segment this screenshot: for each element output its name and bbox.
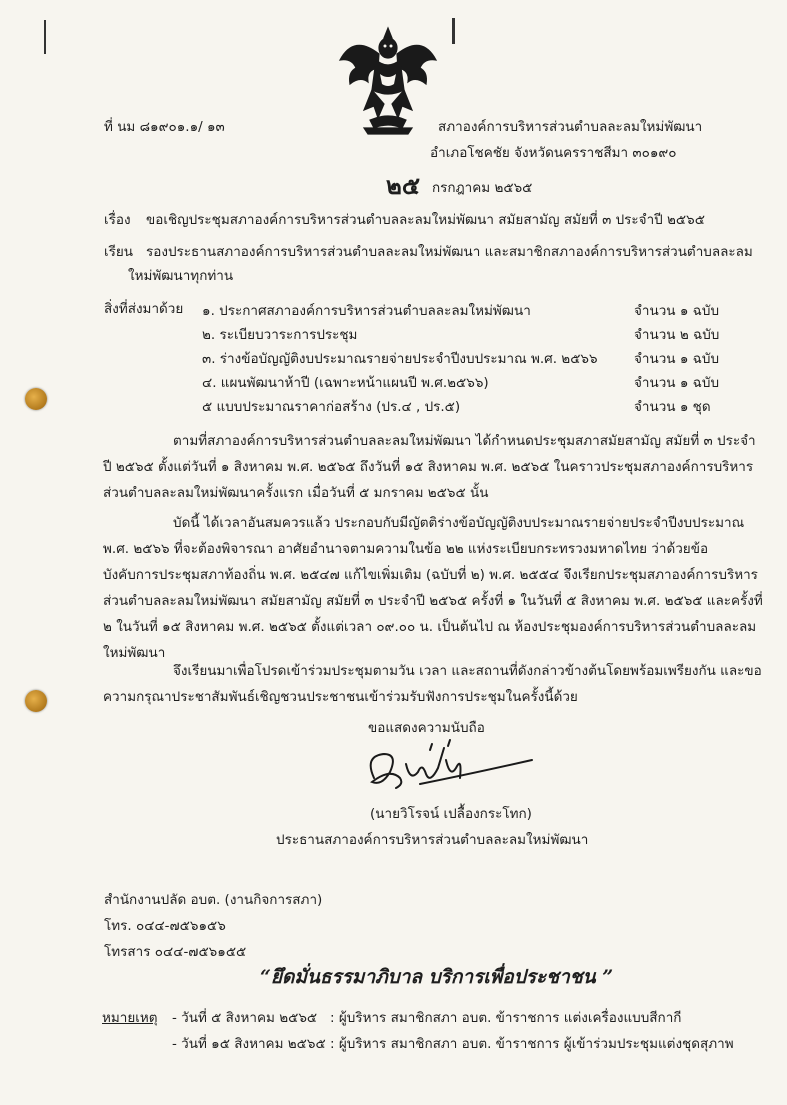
attachment-item: ๓. ร่างข้อบัญญัติงบประมาณรายจ่ายประจำปีงบประมาณ พ.ศ. ๒๕๖๖ bbox=[202, 351, 598, 367]
recipient-label: เรียน bbox=[104, 244, 134, 260]
remark-date: - วันที่ ๕ สิงหาคม ๒๕๖๕ bbox=[172, 1010, 318, 1026]
garuda-emblem bbox=[334, 24, 442, 136]
body-paragraph-3: จึงเรียนมาเพื่อโปรดเข้าร่วมประชุมตามวัน เวลา และสถานที่ดังกล่าวข้างต้นโดยพร้อมเพรียงกัน และขอความกรุณาประชาสัมพันธ์เชิญชวนประชาชนเข้าร่วมรับฟังการประชุมในครั้งนี้ด้วย bbox=[103, 663, 762, 705]
binder-hole bbox=[25, 690, 47, 712]
document-number: ที่ นม ๘๑๙๐๑.๑/ ๑๓ bbox=[104, 119, 225, 135]
organization-address: อำเภอโชคชัย จังหวัดนครราชสีมา ๓๐๑๙๐ bbox=[430, 145, 677, 161]
attachment-item: ๑. ประกาศสภาองค์การบริหารส่วนตำบลละลมใหม่พัฒนา bbox=[202, 303, 531, 319]
signer-title: ประธานสภาองค์การบริหารส่วนตำบลละลมใหม่พัฒนา bbox=[276, 832, 589, 848]
attachments-label: สิ่งที่ส่งมาด้วย bbox=[104, 301, 184, 317]
organization-name: สภาองค์การบริหารส่วนตำบลละลมใหม่พัฒนา bbox=[438, 119, 703, 135]
closing-text: ขอแสดงความนับถือ bbox=[368, 720, 485, 736]
recipient-line2: ใหม่พัฒนาทุกท่าน bbox=[128, 268, 234, 284]
subject-label: เรื่อง bbox=[104, 212, 131, 228]
date-month-year: กรกฎาคม ๒๕๖๕ bbox=[432, 180, 533, 196]
margin-mark bbox=[44, 20, 46, 54]
date-day-handwritten: ๒๕ bbox=[386, 171, 420, 200]
attachment-item: ๕ แบบประมาณราคาก่อสร้าง (ปร.๔ , ปร.๕) bbox=[202, 399, 461, 415]
attachment-qty: จำนวน ๑ ฉบับ bbox=[634, 375, 720, 391]
attachment-qty: จำนวน ๑ ฉบับ bbox=[634, 351, 720, 367]
recipient-line1: รองประธานสภาองค์การบริหารส่วนตำบลละลมใหม่พัฒนา และสมาชิกสภาองค์การบริหารส่วนตำบลละลม bbox=[146, 244, 753, 260]
body-paragraph-1: ตามที่สภาองค์การบริหารส่วนตำบลละลมใหม่พัฒนา ได้กำหนดประชุมสภาสมัยสามัญ สมัยที่ ๓ ประจำปี ๒๕๖๕ ตั้งแต่วันที่ ๑ สิงหาคม พ.ศ. ๒๕๖๕ ถึงวันที่ ๑๕ สิงหาคม พ.ศ. ๒๕๖๕ ในคราวประชุมสภาองค์การบริหารส่วนตำบลละลมใหม่พัฒนาครั้งแรก เมื่อวันที่ ๕ มกราคม ๒๕๖๕ นั้น bbox=[103, 433, 756, 501]
signature-image bbox=[360, 738, 540, 796]
attachment-qty: จำนวน ๑ ชุด bbox=[634, 399, 711, 415]
remark-label: หมายเหตุ bbox=[102, 1010, 158, 1026]
attachment-qty: จำนวน ๒ ฉบับ bbox=[634, 327, 720, 343]
motto: “ยึดมั่นธรรมาภิบาล บริการเพื่อประชาชน ” bbox=[260, 966, 614, 988]
attachment-item: ๒. ระเบียบวาระการประชุม bbox=[202, 327, 358, 343]
remark-date: - วันที่ ๑๕ สิงหาคม ๒๕๖๕ bbox=[172, 1036, 326, 1052]
contact-phone: โทร. ๐๔๔-๗๕๖๑๕๖ bbox=[104, 918, 226, 934]
attachment-qty: จำนวน ๑ ฉบับ bbox=[634, 303, 720, 319]
signer-name: (นายวิโรจน์ เปลื้องกระโทก) bbox=[370, 806, 532, 822]
remark-text: : ผู้บริหาร สมาชิกสภา อบต. ข้าราชการ แต่งเครื่องแบบสีกากี bbox=[330, 1010, 682, 1026]
binder-hole bbox=[25, 388, 47, 410]
attachment-item: ๔. แผนพัฒนาห้าปี (เฉพาะหน้าแผนปี พ.ศ.๒๕๖๖) bbox=[202, 375, 489, 391]
margin-mark bbox=[452, 18, 455, 44]
contact-fax: โทรสาร ๐๔๔-๗๕๖๑๕๕ bbox=[104, 944, 247, 960]
remark-text: : ผู้บริหาร สมาชิกสภา อบต. ข้าราชการ ผู้เข้าร่วมประชุมแต่งชุดสุภาพ bbox=[330, 1036, 734, 1052]
body-paragraph-2: บัดนี้ ได้เวลาอันสมควรแล้ว ประกอบกับมีญัตติร่างข้อบัญญัติงบประมาณรายจ่ายประจำปีงบประมาณ พ.ศ. ๒๕๖๖ ที่จะต้องพิจารณา อาศัยอำนาจตามความในข้อ ๒๒ แห่งระเบียบกระทรวงมหาดไทย ว่าด้วยข้อบังคับการประชุมสภาท้องถิ่น พ.ศ. ๒๕๔๗ แก้ไขเพิ่มเติม (ฉบับที่ ๒) พ.ศ. ๒๕๕๔ จึงเรียกประชุมสภาองค์การบริหารส่วนตำบลละลมใหม่พัฒนา สมัยสามัญ สมัยที่ ๓ ประจำปี ๒๕๖๕ ครั้งที่ ๑ ในวันที่ ๕ สิงหาคม พ.ศ. ๒๕๖๕ และครั้งที่ ๒ ในวันที่ ๑๕ สิงหาคม พ.ศ. ๒๕๖๕ ตั้งแต่เวลา ๐๙.๐๐ น. เป็นต้นไป ณ ห้องประชุมองค์การบริหารส่วนตำบลละลมใหม่พัฒนา bbox=[103, 515, 763, 661]
contact-office: สำนักงานปลัด อบต. (งานกิจการสภา) bbox=[104, 892, 323, 908]
subject-text: ขอเชิญประชุมสภาองค์การบริหารส่วนตำบลละลมใหม่พัฒนา สมัยสามัญ สมัยที่ ๓ ประจำปี ๒๕๖๕ bbox=[146, 212, 705, 228]
